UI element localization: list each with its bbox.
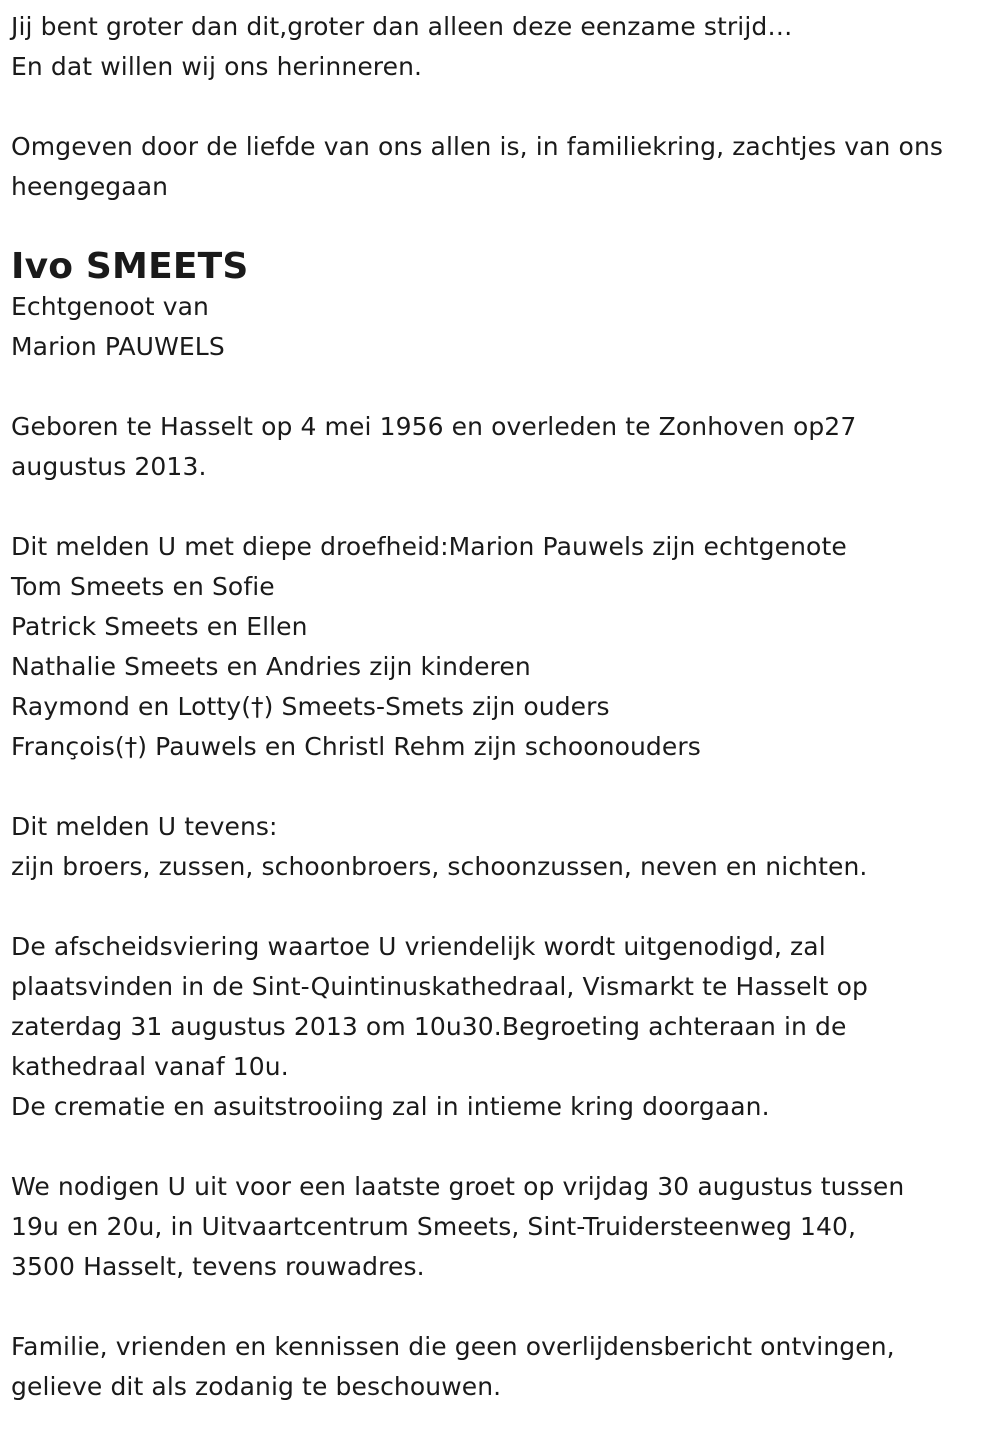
birth-death-section	[11, 407, 988, 487]
also-line: zijn broers, zussen, schoonbroers, schoonzussen, neven en nichten.	[11, 852, 868, 881]
birth-death-line: augustus 2013.	[11, 452, 207, 481]
closing-section	[11, 1327, 988, 1407]
ceremony-section	[11, 927, 988, 1127]
announcement-line: heengegaan	[11, 172, 169, 201]
visitation-line: 3500 Hasselt, tevens rouwadres.	[11, 1252, 425, 1281]
visitation-line: We nodigen U uit voor een laatste groet op vrijdag 30 augustus tussen	[11, 1172, 905, 1201]
also-line: Dit melden U tevens:	[11, 812, 278, 841]
visitation-section	[11, 1167, 988, 1287]
ceremony-line: kathedraal vanaf 10u.	[11, 1052, 289, 1081]
birth-death-line: Geboren te Hasselt op 4 mei 1956 en overleden te Zonhoven op27	[11, 412, 857, 441]
closing-line: gelieve dit als zodanig te beschouwen.	[11, 1372, 502, 1401]
intro-line: Jij bent groter dan dit,groter dan alleen deze eenzame strijd…	[11, 12, 793, 41]
visitation-line: 19u en 20u, in Uitvaartcentrum Smeets, Sint-Truidersteenweg 140,	[11, 1212, 857, 1241]
intro-line: En dat willen wij ons herinneren.	[11, 52, 423, 81]
ceremony-line: De crematie en asuitstrooiing zal in intieme kring doorgaan.	[11, 1092, 770, 1121]
family-line: Dit melden U met diepe droefheid:Marion Pauwels zijn echtgenote	[11, 532, 847, 561]
deceased-section	[11, 247, 988, 367]
ceremony-line: zaterdag 31 augustus 2013 om 10u30.Begroeting achteraan in de	[11, 1012, 847, 1041]
paragraph-spacer	[11, 1127, 988, 1167]
family-line: François(†) Pauwels en Christl Rehm zijn schoonouders	[11, 732, 701, 761]
announcement-line: Omgeven door de liefde van ons allen is, in familiekring, zachtjes van ons	[11, 132, 944, 161]
deceased-name: Ivo SMEETS	[11, 246, 249, 287]
paragraph-spacer	[11, 887, 988, 927]
spouse-name: Marion PAUWELS	[11, 332, 225, 361]
paragraph-spacer	[11, 87, 988, 127]
paragraph-spacer	[11, 367, 988, 407]
intro-section	[11, 7, 988, 87]
paragraph-spacer	[11, 487, 988, 527]
paragraph-spacer	[11, 207, 988, 239]
family-section	[11, 527, 988, 767]
paragraph-spacer	[11, 1287, 988, 1327]
announcement-section	[11, 127, 988, 207]
also-section	[11, 807, 988, 887]
family-line: Patrick Smeets en Ellen	[11, 612, 308, 641]
ceremony-line: De afscheidsviering waartoe U vriendelijk wordt uitgenodigd, zal	[11, 932, 826, 961]
paragraph-spacer	[11, 767, 988, 807]
relation-line: Echtgenoot van	[11, 292, 209, 321]
family-line: Nathalie Smeets en Andries zijn kinderen	[11, 652, 531, 681]
closing-line: Familie, vrienden en kennissen die geen overlijdensbericht ontvingen,	[11, 1332, 895, 1361]
family-line: Tom Smeets en Sofie	[11, 572, 275, 601]
ceremony-line: plaatsvinden in de Sint-Quintinuskathedraal, Vismarkt te Hasselt op	[11, 972, 868, 1001]
family-line: Raymond en Lotty(†) Smeets-Smets zijn ouders	[11, 692, 610, 721]
